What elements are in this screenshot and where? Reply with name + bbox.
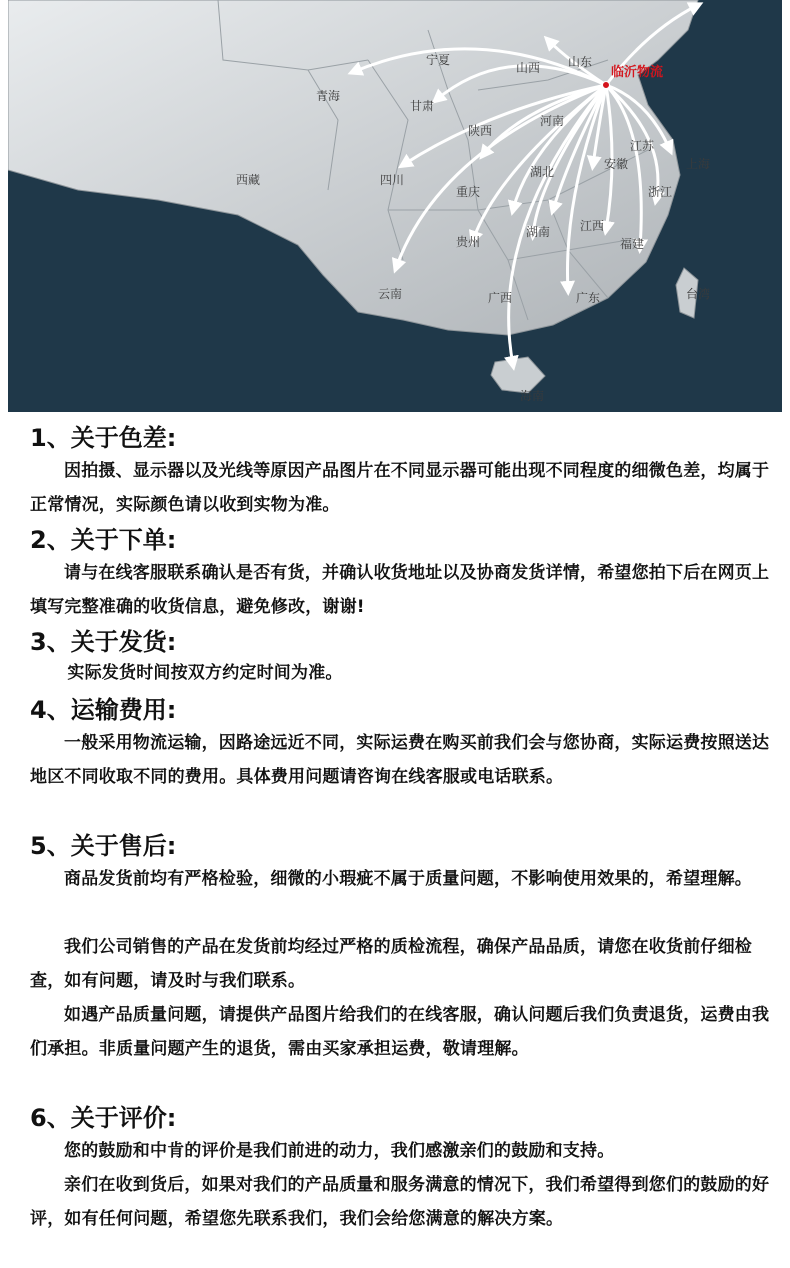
city-label: 宁夏 <box>426 53 451 67</box>
logistics-map <box>8 0 782 412</box>
city-label: 重庆 <box>456 185 481 199</box>
origin-label: 临沂物流 <box>611 65 664 80</box>
city-label: 江西 <box>580 219 605 233</box>
section-paragraph: 我们公司销售的产品在发货前均经过严格的质检流程，确保产品品质，请您在收货前仔细检查，如有问题，请及时与我们联系。 <box>30 937 752 991</box>
city-label: 上海 <box>686 157 711 171</box>
section-paragraph: 实际发货时间按双方约定时间为准。 <box>67 663 343 683</box>
city-label: 贵州 <box>456 235 481 249</box>
city-label: 山西 <box>516 61 541 75</box>
city-label: 江苏 <box>630 139 655 153</box>
city-label: 云南 <box>378 287 403 301</box>
city-label: 四川 <box>380 173 405 187</box>
section-paragraph: 请与在线客服联系确认是否有货，并确认收货地址以及协商发货详情，希望您拍下后在网页上填写完整准确的收货信息，避免修改，谢谢! <box>30 563 770 617</box>
origin-marker <box>603 82 610 89</box>
hainan-shape <box>491 357 545 393</box>
section-heading: 5、关于售后: <box>30 832 177 860</box>
city-label: 海南 <box>520 389 545 403</box>
city-label: 山东 <box>568 55 593 69</box>
section-heading: 3、关于发货: <box>30 628 177 656</box>
city-label: 广东 <box>576 291 601 305</box>
city-label: 湖北 <box>530 165 555 179</box>
city-label: 福建 <box>620 237 645 251</box>
section-paragraph: 亲们在收到货后，如果对我们的产品质量和服务满意的情况下，我们希望得到您们的鼓励的好评，如有任何问题，希望您先联系我们，我们会给您满意的解决方案。 <box>30 1175 770 1229</box>
city-label: 甘肃 <box>410 99 435 113</box>
city-label: 台湾 <box>686 287 711 301</box>
section-heading: 1、关于色差: <box>30 424 177 452</box>
city-label: 西藏 <box>236 173 261 187</box>
city-label: 浙江 <box>648 185 673 199</box>
city-label: 安徽 <box>604 157 629 171</box>
city-label: 湖南 <box>526 225 551 239</box>
city-label: 广西 <box>488 291 513 305</box>
city-label: 青海 <box>316 89 341 103</box>
mainland-shape <box>8 0 698 335</box>
china-map-graphic <box>8 0 782 412</box>
section-paragraph: 您的鼓励和中肯的评价是我们前进的动力，我们感激亲们的鼓励和支持。 <box>64 1141 615 1161</box>
section-paragraph: 如遇产品质量问题，请提供产品图片给我们的在线客服，确认问题后我们负责退货，运费由我们承担。非质量问题产生的退货，需由买家承担运费，敬请理解。 <box>30 1005 770 1059</box>
section-paragraph: 一般采用物流运输，因路途远近不同，实际运费在购买前我们会与您协商，实际运费按照送达地区不同收取不同的费用。具体费用问题请咨询在线客服或电话联系。 <box>30 733 770 787</box>
city-label: 河南 <box>540 114 565 128</box>
section-heading: 2、关于下单: <box>30 526 177 554</box>
section-paragraph: 因拍摄、显示器以及光线等原因产品图片在不同显示器可能出现不同程度的细微色差，均属于正常情况，实际颜色请以收到实物为准。 <box>30 461 770 515</box>
city-label: 陕西 <box>468 124 493 138</box>
section-paragraph: 商品发货前均有严格检验，细微的小瑕疵不属于质量问题，不影响使用效果的，希望理解。 <box>64 869 752 889</box>
section-heading: 6、关于评价: <box>30 1104 177 1132</box>
section-heading: 4、运输费用: <box>30 696 177 724</box>
